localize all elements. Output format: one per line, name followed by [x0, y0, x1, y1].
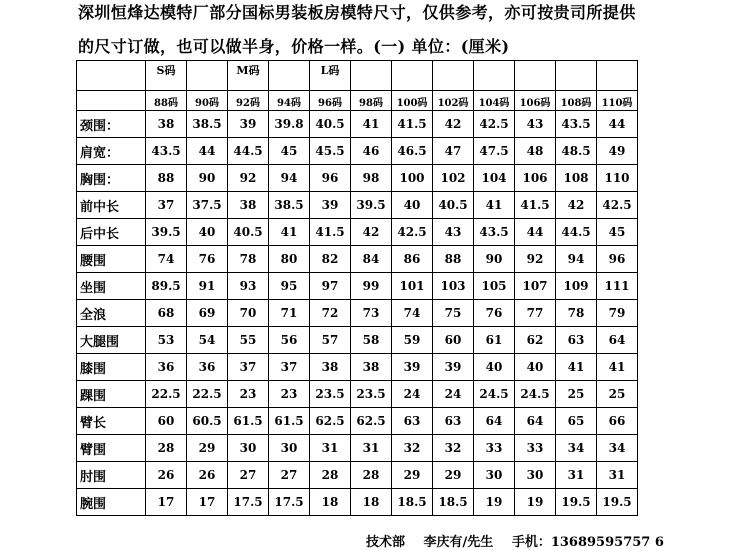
table-cell: 76: [474, 300, 515, 327]
table-cell: 100: [392, 165, 433, 192]
table-cell: 94: [269, 165, 310, 192]
table-cell: 40: [392, 192, 433, 219]
table-cell: 31: [351, 435, 392, 462]
table-cell: 40: [515, 354, 556, 381]
table-cell: 30: [269, 435, 310, 462]
table-cell: 37: [228, 354, 269, 381]
table-cell: 18: [310, 489, 351, 516]
empty-cell: [433, 61, 474, 91]
table-row: [77, 219, 638, 246]
table-cell: 28: [351, 462, 392, 489]
size-code: 104码: [474, 91, 515, 111]
empty-cell: [474, 61, 515, 91]
table-cell: 31: [597, 462, 638, 489]
table-cell: 33: [474, 435, 515, 462]
size-code: 108码: [556, 91, 597, 111]
table-cell: 92: [228, 165, 269, 192]
table-cell: 88: [146, 165, 187, 192]
table-cell: 44: [187, 138, 228, 165]
footer-contact: 李庆有/先生: [423, 535, 494, 550]
table-cell: 23.5: [351, 381, 392, 408]
size-code: 100码: [392, 91, 433, 111]
row-label: 肘围: [77, 462, 146, 489]
table-cell: 45: [269, 138, 310, 165]
table-cell: 34: [556, 435, 597, 462]
table-cell: 47.5: [474, 138, 515, 165]
table-cell: 111: [597, 273, 638, 300]
footer-phone: 手机：13689595757 6: [511, 535, 664, 550]
table-cell: 32: [392, 435, 433, 462]
table-cell: 24.5: [515, 381, 556, 408]
size-group-l: L码: [310, 61, 351, 91]
table-row: [77, 435, 638, 462]
table-cell: 109: [556, 273, 597, 300]
table-cell: 66: [597, 408, 638, 435]
table-cell: 92: [515, 246, 556, 273]
table-cell: 19: [474, 489, 515, 516]
table-cell: 95: [269, 273, 310, 300]
table-row: [77, 300, 638, 327]
table-cell: 60: [433, 327, 474, 354]
table-cell: 56: [269, 327, 310, 354]
table-cell: 38.5: [187, 111, 228, 138]
row-label: 颈围：: [77, 111, 146, 138]
table-cell: 41: [474, 192, 515, 219]
empty-cell: [187, 61, 228, 91]
table-cell: 55: [228, 327, 269, 354]
table-cell: 40.5: [228, 219, 269, 246]
table-cell: 105: [474, 273, 515, 300]
table-cell: 19.5: [597, 489, 638, 516]
table-cell: 23: [228, 381, 269, 408]
table-row: [77, 138, 638, 165]
size-code: 98码: [351, 91, 392, 111]
table-cell: 41.5: [392, 111, 433, 138]
table-cell: 17: [187, 489, 228, 516]
table-cell: 36: [146, 354, 187, 381]
table-cell: 25: [597, 381, 638, 408]
table-cell: 82: [310, 246, 351, 273]
table-cell: 39.5: [146, 219, 187, 246]
table-cell: 93: [228, 273, 269, 300]
table-cell: 60.5: [187, 408, 228, 435]
table-cell: 28: [146, 435, 187, 462]
table-cell: 97: [310, 273, 351, 300]
table-cell: 99: [351, 273, 392, 300]
table-cell: 29: [392, 462, 433, 489]
table-cell: 103: [433, 273, 474, 300]
table-cell: 86: [392, 246, 433, 273]
row-label: 大腿围: [77, 327, 146, 354]
size-code: 88码: [146, 91, 187, 111]
table-cell: 27: [269, 462, 310, 489]
table-cell: 80: [269, 246, 310, 273]
table-cell: 41: [556, 354, 597, 381]
table-cell: 37: [269, 354, 310, 381]
table-cell: 94: [556, 246, 597, 273]
table-cell: 57: [310, 327, 351, 354]
table-cell: 40: [474, 354, 515, 381]
table-cell: 110: [597, 165, 638, 192]
table-cell: 63: [433, 408, 474, 435]
table-cell: 104: [474, 165, 515, 192]
table-cell: 108: [556, 165, 597, 192]
table-cell: 48: [515, 138, 556, 165]
table-cell: 26: [187, 462, 228, 489]
table-cell: 37.5: [187, 192, 228, 219]
table-cell: 64: [474, 408, 515, 435]
row-label: 腕围: [77, 489, 146, 516]
table-cell: 41: [597, 354, 638, 381]
empty-cell: [269, 61, 310, 91]
table-cell: 33: [515, 435, 556, 462]
table-cell: 24.5: [474, 381, 515, 408]
table-cell: 49: [597, 138, 638, 165]
table-cell: 42.5: [597, 192, 638, 219]
table-cell: 40: [187, 219, 228, 246]
table-cell: 58: [351, 327, 392, 354]
table-cell: 77: [515, 300, 556, 327]
table-cell: 69: [187, 300, 228, 327]
table-cell: 19.5: [556, 489, 597, 516]
table-cell: 62.5: [351, 408, 392, 435]
table-cell: 46.5: [392, 138, 433, 165]
row-label: 胸围：: [77, 165, 146, 192]
table-row: [77, 327, 638, 354]
table-cell: 48.5: [556, 138, 597, 165]
size-code: 110码: [597, 91, 638, 111]
table-cell: 42: [433, 111, 474, 138]
table-cell: 90: [474, 246, 515, 273]
table-cell: 64: [597, 327, 638, 354]
table-cell: 31: [310, 435, 351, 462]
table-cell: 91: [187, 273, 228, 300]
table-cell: 60: [146, 408, 187, 435]
table-cell: 101: [392, 273, 433, 300]
table-cell: 18.5: [433, 489, 474, 516]
table-cell: 44.5: [556, 219, 597, 246]
table-cell: 18: [351, 489, 392, 516]
table-cell: 30: [515, 462, 556, 489]
table-cell: 98: [351, 165, 392, 192]
table-cell: 107: [515, 273, 556, 300]
table-cell: 74: [146, 246, 187, 273]
table-cell: 41.5: [515, 192, 556, 219]
table-cell: 41.5: [310, 219, 351, 246]
table-cell: 30: [228, 435, 269, 462]
table-cell: 43.5: [474, 219, 515, 246]
table-cell: 31: [556, 462, 597, 489]
table-cell: 62: [515, 327, 556, 354]
table-cell: 39.5: [351, 192, 392, 219]
corner-cell: [77, 61, 146, 91]
row-label: 肩宽：: [77, 138, 146, 165]
empty-cell: [515, 61, 556, 91]
table-cell: 70: [228, 300, 269, 327]
table-cell: 42: [556, 192, 597, 219]
table-cell: 96: [310, 165, 351, 192]
table-cell: 24: [433, 381, 474, 408]
empty-cell: [392, 61, 433, 91]
table-cell: 72: [310, 300, 351, 327]
table-cell: 76: [187, 246, 228, 273]
table-row: [77, 408, 638, 435]
table-cell: 25: [556, 381, 597, 408]
table-cell: 43.5: [556, 111, 597, 138]
table-cell: 26: [146, 462, 187, 489]
table-cell: 43.5: [146, 138, 187, 165]
size-code: 102码: [433, 91, 474, 111]
row-label: 膝围: [77, 354, 146, 381]
table-cell: 75: [433, 300, 474, 327]
size-code: 106码: [515, 91, 556, 111]
table-cell: 37: [146, 192, 187, 219]
table-cell: 47: [433, 138, 474, 165]
table-cell: 64: [515, 408, 556, 435]
table-cell: 45: [597, 219, 638, 246]
row-label: 踝围: [77, 381, 146, 408]
table-cell: 38: [351, 354, 392, 381]
footer-department: 技术部: [366, 535, 406, 550]
table-cell: 36: [187, 354, 228, 381]
empty-cell: [351, 61, 392, 91]
table-row: [77, 273, 638, 300]
table-cell: 44: [515, 219, 556, 246]
table-cell: 17: [146, 489, 187, 516]
table-cell: 106: [515, 165, 556, 192]
table-cell: 78: [228, 246, 269, 273]
table-cell: 38: [310, 354, 351, 381]
table-cell: 39.8: [269, 111, 310, 138]
table-cell: 61.5: [228, 408, 269, 435]
table-cell: 71: [269, 300, 310, 327]
table-cell: 74: [392, 300, 433, 327]
table-cell: 39: [392, 354, 433, 381]
table-cell: 39: [228, 111, 269, 138]
table-cell: 78: [556, 300, 597, 327]
table-cell: 44: [597, 111, 638, 138]
size-table: [76, 60, 638, 516]
table-cell: 42.5: [392, 219, 433, 246]
table-cell: 63: [556, 327, 597, 354]
row-label: 后中长: [77, 219, 146, 246]
table-cell: 41: [351, 111, 392, 138]
table-cell: 61: [474, 327, 515, 354]
table-cell: 29: [187, 435, 228, 462]
table-cell: 23: [269, 381, 310, 408]
size-code: 94码: [269, 91, 310, 111]
table-cell: 19: [515, 489, 556, 516]
row-label: 臂长: [77, 408, 146, 435]
table-cell: 43: [515, 111, 556, 138]
footer: [366, 531, 678, 550]
table-cell: 45.5: [310, 138, 351, 165]
table-cell: 39: [433, 354, 474, 381]
table-cell: 44.5: [228, 138, 269, 165]
table-cell: 34: [597, 435, 638, 462]
table-cell: 96: [597, 246, 638, 273]
table-cell: 17.5: [228, 489, 269, 516]
table-cell: 65: [556, 408, 597, 435]
row-label: 全浪: [77, 300, 146, 327]
table-cell: 84: [351, 246, 392, 273]
table-cell: 22.5: [146, 381, 187, 408]
size-code-row: [77, 91, 638, 111]
table-cell: 28: [310, 462, 351, 489]
size-group-row: [77, 61, 638, 91]
table-cell: 79: [597, 300, 638, 327]
table-cell: 73: [351, 300, 392, 327]
row-label: 坐围: [77, 273, 146, 300]
empty-cell: [556, 61, 597, 91]
table-cell: 89.5: [146, 273, 187, 300]
empty-cell: [597, 61, 638, 91]
table-cell: 40.5: [310, 111, 351, 138]
table-cell: 46: [351, 138, 392, 165]
table-cell: 24: [392, 381, 433, 408]
table-cell: 53: [146, 327, 187, 354]
size-group-m: M码: [228, 61, 269, 91]
table-cell: 68: [146, 300, 187, 327]
table-cell: 32: [433, 435, 474, 462]
table-cell: 17.5: [269, 489, 310, 516]
table-cell: 30: [474, 462, 515, 489]
size-code: 90码: [187, 91, 228, 111]
table-cell: 38: [146, 111, 187, 138]
table-cell: 88: [433, 246, 474, 273]
table-cell: 38: [228, 192, 269, 219]
table-cell: 42.5: [474, 111, 515, 138]
table-cell: 61.5: [269, 408, 310, 435]
table-cell: 27: [228, 462, 269, 489]
table-cell: 63: [392, 408, 433, 435]
corner-cell: [77, 91, 146, 111]
size-code: 92码: [228, 91, 269, 111]
table-cell: 43: [433, 219, 474, 246]
table-row: [77, 381, 638, 408]
table-row: [77, 111, 638, 138]
table-cell: 42: [351, 219, 392, 246]
table-cell: 62.5: [310, 408, 351, 435]
table-cell: 22.5: [187, 381, 228, 408]
row-label: 臂围: [77, 435, 146, 462]
table-cell: 29: [433, 462, 474, 489]
table-row: [77, 165, 638, 192]
table-cell: 59: [392, 327, 433, 354]
row-label: 腰围: [77, 246, 146, 273]
table-cell: 38.5: [269, 192, 310, 219]
table-row: [77, 192, 638, 219]
table-cell: 40.5: [433, 192, 474, 219]
row-label: 前中长: [77, 192, 146, 219]
title-line-1: 深圳恒烽达模特厂部分国标男装板房模特尺寸，仅供参考，亦可按贵司所提供: [78, 3, 636, 22]
size-group-s: S码: [146, 61, 187, 91]
table-row: [77, 354, 638, 381]
table-row: [77, 489, 638, 516]
table-cell: 39: [310, 192, 351, 219]
table-cell: 54: [187, 327, 228, 354]
size-code: 96码: [310, 91, 351, 111]
table-row: [77, 462, 638, 489]
table-cell: 102: [433, 165, 474, 192]
table-cell: 18.5: [392, 489, 433, 516]
table-cell: 23.5: [310, 381, 351, 408]
title-line-2: 的尺寸订做，也可以做半身，价格一样。(一) 单位：(厘米): [78, 37, 510, 56]
table-cell: 90: [187, 165, 228, 192]
table-cell: 41: [269, 219, 310, 246]
table-row: [77, 246, 638, 273]
